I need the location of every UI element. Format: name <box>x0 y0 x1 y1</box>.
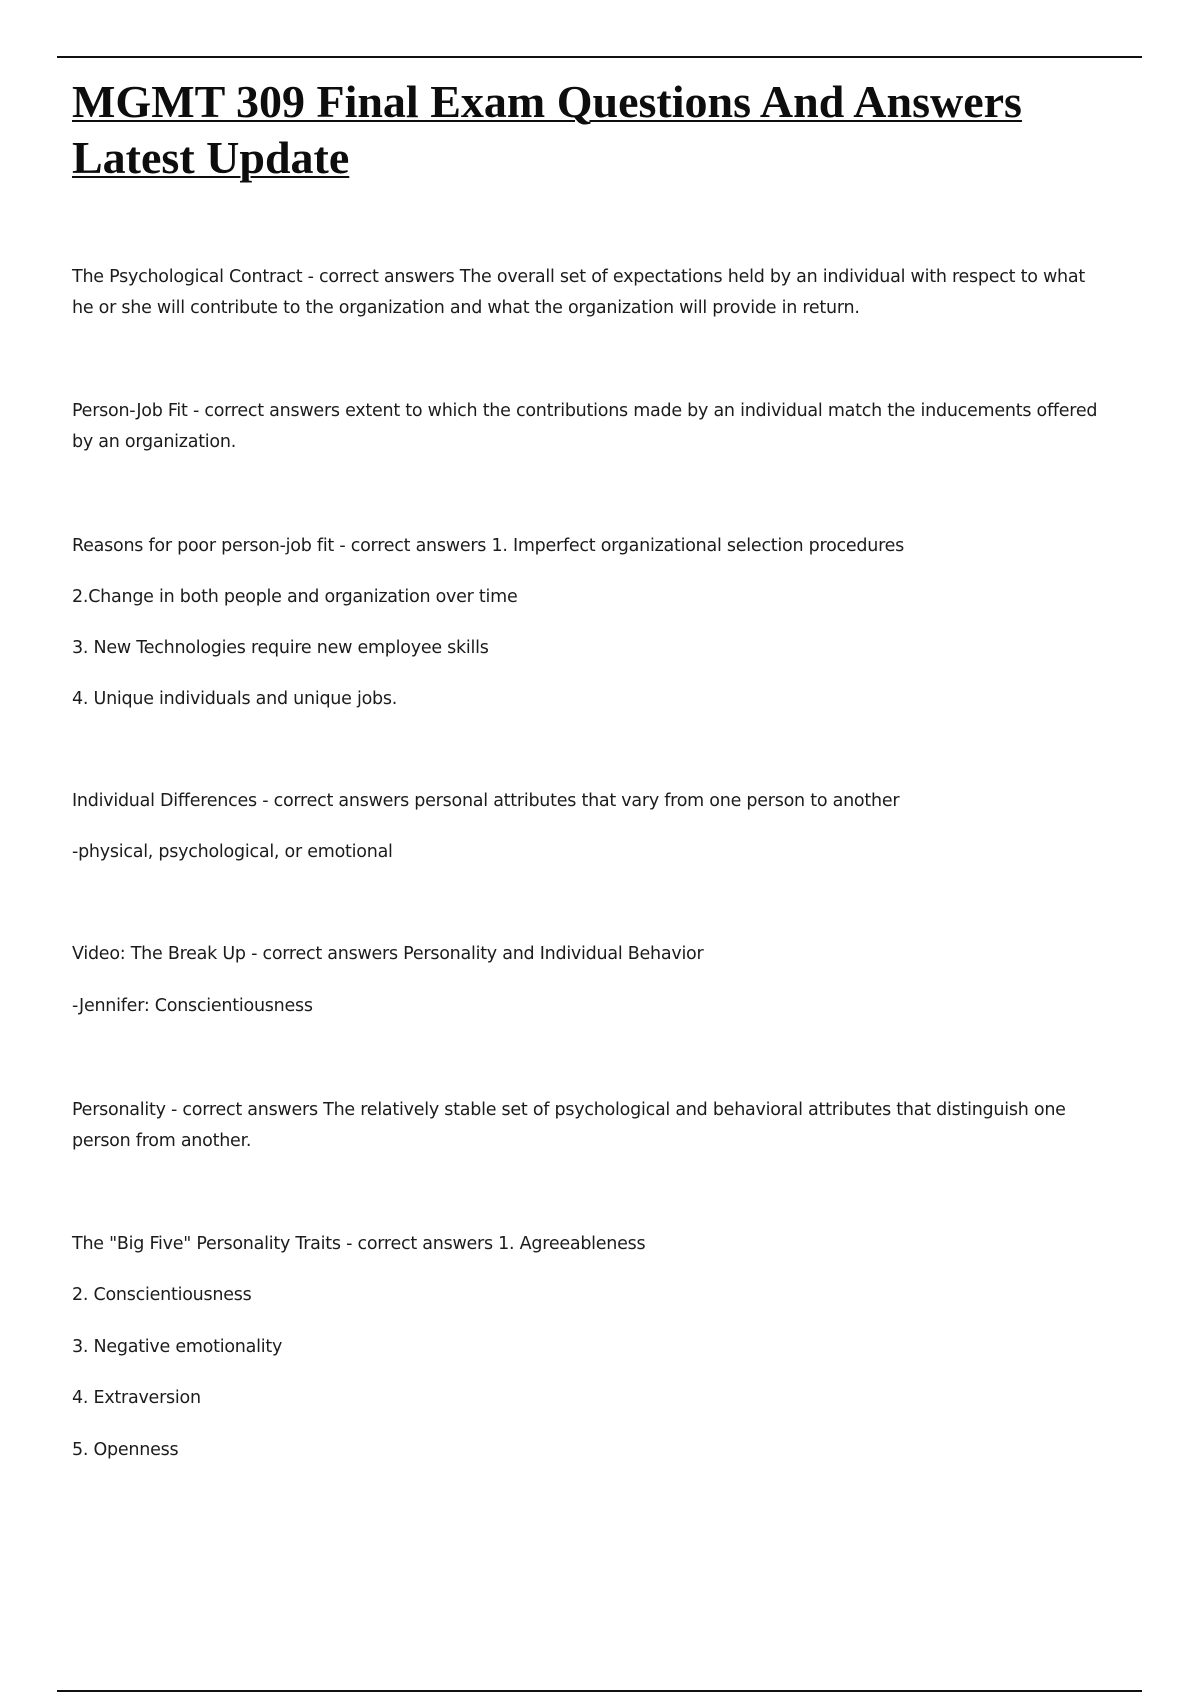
entry-break-up-video <box>72 939 1172 970</box>
title-line-2: Latest Update <box>72 132 350 183</box>
entry-line: Video: The Break Up - correct answers Personality and Individual Behavior <box>72 944 704 964</box>
entry-line: The Psychological Contract - correct answers The overall set of expectations held by an individual with respect to what <box>72 267 1085 287</box>
entry-line: 3. Negative emotionality <box>72 1337 283 1357</box>
bottom-rule <box>57 1690 1142 1692</box>
entry-line: Individual Differences - correct answers personal attributes that vary from one person to another <box>72 791 900 811</box>
entry-line: 2. Conscientiousness <box>72 1285 252 1305</box>
entry-poor-fit-reason-2 <box>72 582 1172 613</box>
entry-line: 3. New Technologies require new employee skills <box>72 638 489 658</box>
entry-break-up-video-detail <box>72 991 1172 1022</box>
top-rule <box>57 56 1142 58</box>
entry-line: 4. Unique individuals and unique jobs. <box>72 689 398 709</box>
entry-big-five-trait-4 <box>72 1383 1172 1414</box>
entry-big-five-trait-2 <box>72 1280 1172 1311</box>
entry-line: by an organization. <box>72 432 237 452</box>
entry-person-job-fit <box>72 396 1172 458</box>
entry-poor-fit-reason-4 <box>72 684 1172 715</box>
entry-line: The "Big Five" Personality Traits - correct answers 1. Agreeableness <box>72 1234 646 1254</box>
entry-big-five-trait-5 <box>72 1435 1172 1466</box>
entry-line: 2.Change in both people and organization over time <box>72 587 518 607</box>
entry-line: Reasons for poor person-job fit - correct answers 1. Imperfect organizational selection procedures <box>72 536 905 556</box>
document-title <box>72 74 1132 186</box>
entry-line: person from another. <box>72 1131 252 1151</box>
entry-personality <box>72 1095 1172 1157</box>
title-line-1: MGMT 309 Final Exam Questions And Answers <box>72 76 1022 127</box>
entry-big-five-trait-1 <box>72 1229 1172 1260</box>
entry-line: 4. Extraversion <box>72 1388 201 1408</box>
entry-line: Person-Job Fit - correct answers extent to which the contributions made by an individual match the inducements offered <box>72 401 1098 421</box>
entry-line: -Jennifer: Conscientiousness <box>72 996 313 1016</box>
entry-individual-differences-detail <box>72 837 1172 868</box>
entry-individual-differences <box>72 786 1172 817</box>
entry-line: he or she will contribute to the organization and what the organization will provide in return. <box>72 298 860 318</box>
entry-poor-fit-reason-3 <box>72 633 1172 664</box>
entry-line: -physical, psychological, or emotional <box>72 842 393 862</box>
entry-big-five-trait-3 <box>72 1332 1172 1363</box>
entry-psychological-contract <box>72 262 1172 324</box>
entry-line: 5. Openness <box>72 1440 179 1460</box>
entry-line: Personality - correct answers The relatively stable set of psychological and behavioral attributes that distinguish one <box>72 1100 1066 1120</box>
entry-poor-fit-reason-1 <box>72 531 1172 562</box>
